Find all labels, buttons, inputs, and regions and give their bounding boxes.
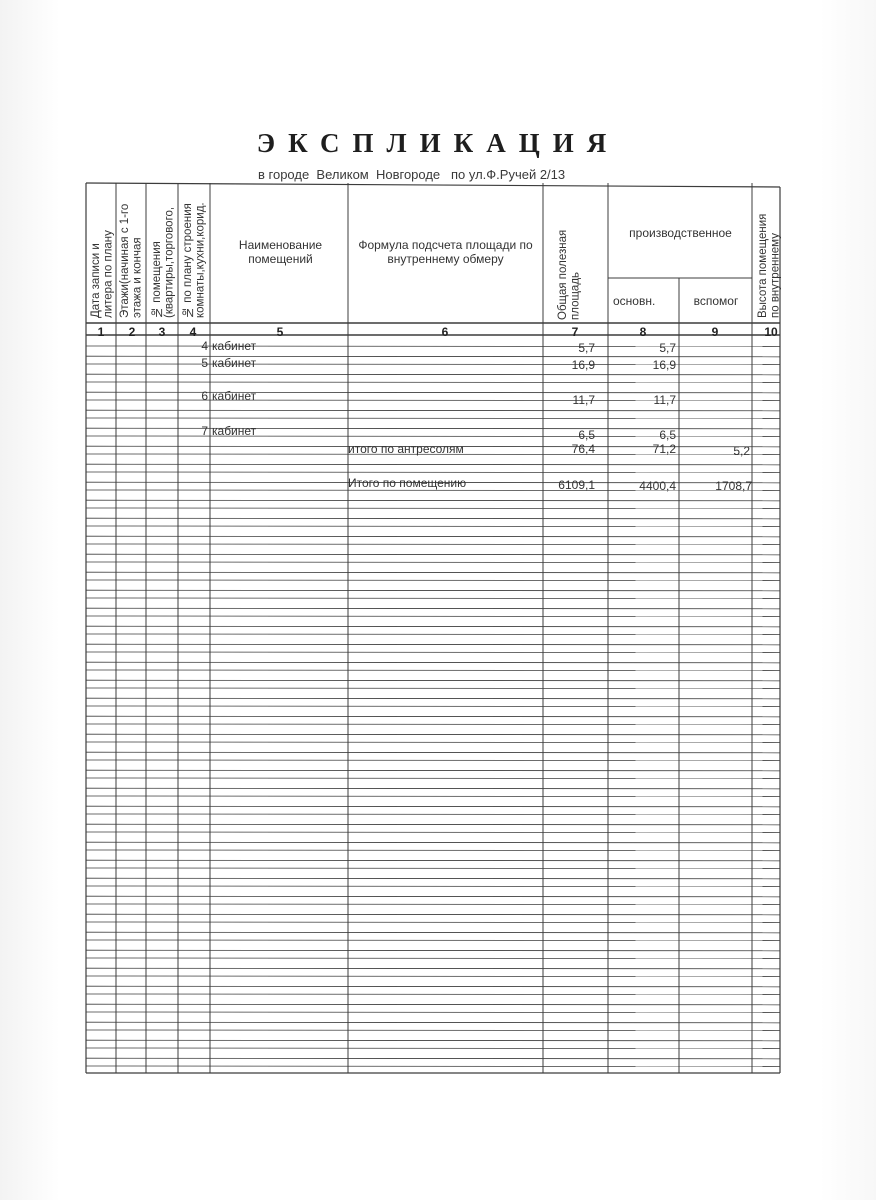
room-name: кабинет [212, 339, 257, 353]
row-line [86, 544, 780, 545]
row-line [86, 472, 780, 473]
row-line [86, 508, 780, 509]
row-line [86, 950, 780, 951]
row-line [86, 968, 780, 969]
header-col-2: Этажи(начиная с 1-го этажа и кончая [119, 203, 144, 318]
row-line [86, 500, 780, 501]
row-line [86, 796, 780, 797]
row-line [86, 626, 780, 627]
row-line [86, 616, 780, 617]
room-main-area: 11,7 [653, 393, 676, 407]
row-line [86, 706, 780, 707]
row-line [86, 1066, 780, 1067]
subtotal-main-area: 71,2 [652, 442, 676, 456]
room-main-area: 5,7 [659, 341, 676, 355]
row-line [86, 1030, 780, 1031]
row-line [86, 752, 780, 753]
row-line [86, 536, 780, 537]
room-total-area: 6,5 [578, 428, 595, 442]
row-line [86, 526, 780, 527]
row-line [86, 994, 780, 995]
row-line [86, 760, 780, 761]
room-total-area: 11,7 [572, 393, 595, 407]
row-line [86, 742, 780, 743]
row-line [86, 374, 780, 375]
room-main-area: 6,5 [659, 428, 676, 442]
header-col-8: основн. [613, 294, 656, 308]
row-line [86, 680, 780, 681]
row-line [86, 932, 780, 933]
row-line [86, 644, 780, 645]
header-col-5: Наименование помещений [238, 238, 323, 266]
column-number: 9 [711, 325, 719, 339]
row-line [86, 850, 780, 851]
total-main-area: 4400,4 [639, 479, 676, 493]
header-col-10: Высота помещения по внутреннему [757, 213, 782, 318]
row-line [86, 824, 780, 825]
room-number: 4 [201, 339, 208, 353]
room-name: кабинет [212, 389, 257, 403]
row-line [86, 716, 780, 717]
row-line [86, 1022, 780, 1023]
subtotal-aux-area: 5,2 [733, 444, 750, 458]
header-col-3: № помещения (квартиры,торгового, [151, 206, 176, 318]
row-line [86, 904, 780, 905]
row-line [86, 886, 780, 887]
row-line [86, 976, 780, 977]
row-line [86, 958, 780, 959]
total-total-area: 6109,1 [558, 478, 595, 492]
row-line [86, 518, 780, 519]
row-line [86, 634, 780, 635]
row-line [86, 670, 780, 671]
column-number: 2 [128, 325, 136, 339]
header-col-1: Дата записи и литера по плану [90, 230, 115, 318]
row-line [86, 842, 780, 843]
row-line [86, 868, 780, 869]
room-number: 6 [201, 389, 208, 403]
column-number: 7 [571, 325, 579, 339]
row-line [86, 652, 780, 653]
row-line [86, 410, 780, 411]
row-line [86, 914, 780, 915]
row-line [86, 1004, 780, 1005]
row-line [86, 590, 780, 591]
row-line [86, 418, 780, 419]
row-line [86, 608, 780, 609]
column-number: 5 [276, 325, 284, 339]
row-line [86, 724, 780, 725]
row-line [86, 878, 780, 879]
row-line [86, 788, 780, 789]
row-line [86, 1048, 780, 1049]
row-line [86, 382, 780, 383]
row-line [86, 598, 780, 599]
row-line [86, 734, 780, 735]
row-line [86, 1058, 780, 1059]
room-main-area: 16,9 [652, 358, 676, 372]
header-col-6: Формула подсчета площади по внутреннему обмеру [358, 238, 533, 266]
total-label: Итого по помещению [348, 476, 467, 490]
row-line [86, 688, 780, 689]
row-line [86, 770, 780, 771]
row-line [86, 1040, 780, 1041]
row-line [86, 554, 780, 555]
row-line [86, 940, 780, 941]
room-name: кабинет [212, 424, 257, 438]
column-number: 4 [189, 325, 197, 339]
row-line [86, 922, 780, 923]
row-line [86, 580, 780, 581]
row-line [86, 814, 780, 815]
room-name: кабинет [212, 356, 257, 370]
row-line [86, 832, 780, 833]
document-title: ЭКСПЛИКАЦИЯ [256, 128, 620, 158]
subtotal-total-area: 76,4 [571, 442, 595, 456]
column-number: 8 [639, 325, 647, 339]
room-total-area: 16,9 [571, 358, 595, 372]
row-line [86, 896, 780, 897]
header-col-7: Общая полезная площадь [557, 229, 582, 320]
row-line [86, 986, 780, 987]
row-line [86, 562, 780, 563]
row-line [86, 860, 780, 861]
column-number: 6 [441, 325, 449, 339]
total-aux-area: 1708,7 [715, 479, 752, 493]
header-col-9: вспомог [693, 294, 739, 308]
room-total-area: 5,7 [578, 341, 595, 355]
column-number: 3 [158, 325, 166, 339]
header-group-production: производственное [629, 226, 732, 240]
row-line [86, 778, 780, 779]
document-subtitle: в городе Великом Новгороде по ул.Ф.Ручей 2/13 [258, 167, 566, 182]
row-line [86, 662, 780, 663]
room-number: 5 [201, 356, 208, 370]
subtotal-label: итого по антресолям [348, 442, 464, 456]
column-number: 10 [764, 325, 778, 339]
header-col-4: № по плану строения комнаты,кухни,корид. [182, 202, 207, 318]
row-line [86, 806, 780, 807]
row-line [86, 464, 780, 465]
row-line [86, 698, 780, 699]
room-number: 7 [201, 424, 208, 438]
row-line [86, 1012, 780, 1013]
column-number: 1 [97, 325, 105, 339]
row-line [86, 572, 780, 573]
